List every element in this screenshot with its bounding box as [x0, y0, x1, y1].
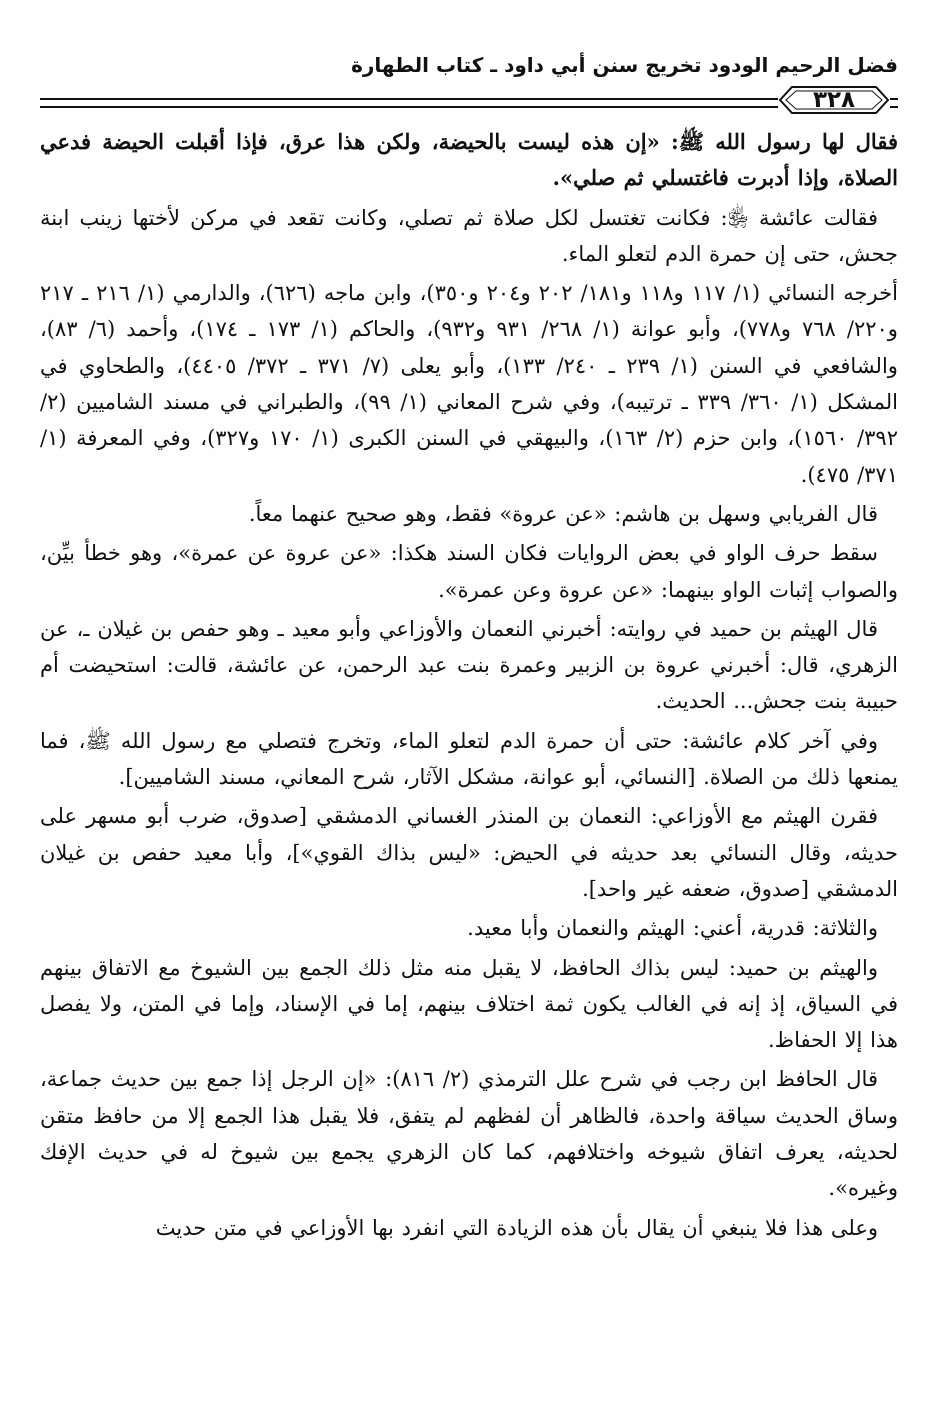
document-body [40, 124, 898, 1246]
page-number: ٣٢٨ [812, 87, 856, 113]
page-number-frame [778, 84, 890, 116]
paragraph: أخرجه النسائي (١/ ١١٧ و١١٨ و١٨١/ ٢٠٢ و٢٠٤ و٣٥٠)، وابن ماجه (٦٢٦)، والدارمي (١/ ٢١٦ ـ ٢١٧ و٢٢٠/ ٧٦٨ و٧٧٨)، وأبو عوانة (١/ ٢٦٨/ ٩٣١ و٩٣٢)، والحاكم (١/ ١٧٣ ـ ١٧٤)، وأحمد (٦/ ٨٣)، والشافعي في السنن (١/ ٢٣٩ ـ ٢٤٠/ ١٣٣)، وأبو يعلى (٧/ ٣٧١ ـ ٣٧٢/ ٤٤٠٥)، والطحاوي في المشكل (١/ ٣٦٠/ ٣٣٩ ـ ترتيبه)، وفي شرح المعاني (١/ ٩٩)، والطبراني في مسند الشاميين (٢/ ٣٩٢/ ١٥٦٠)، وابن حزم (٢/ ١٦٣)، والبيهقي في السنن الكبرى (١/ ١٧٠ و٣٢٧)، وفي المعرفة (١/ ٣٧١/ ٤٧٥). [40, 281, 898, 487]
paragraph: والهيثم بن حميد: ليس بذاك الحافظ، لا يقبل منه مثل ذلك الجمع بين الشيوخ مع الاتفاق بينهم في السياق، إذ إنه في الغالب يكون ثمة اختلاف بينهم، إما في الإسناد، وإما في المتن، ولا يفصل هذا إلا الحفاظ. [40, 955, 898, 1053]
paragraph: فقال لها رسول الله ﷺ: «إن هذه ليست بالحيضة، ولكن هذا عرق، فإذا أقبلت الحيضة فدعي الصلاة، وإذا أدبرت فاغتسلي ثم صلي». [40, 129, 898, 191]
paragraph: فقالت عائشة ﵂: فكانت تغتسل لكل صلاة ثم تصلي، وكانت تقعد في مركن لأختها زينب ابنة جحش، حتى إن حمرة الدم لتعلو الماء. [40, 205, 898, 266]
paragraph: سقط حرف الواو في بعض الروايات فكان السند هكذا: «عن عروة عن عمرة»، وهو خطأ بيِّن، والصواب إثبات الواو بينهما: «عن عروة وعن عمرة». [40, 541, 898, 602]
paragraph: قال الهيثم بن حميد في روايته: أخبرني النعمان والأوزاعي وأبو معيد ـ وهو حفص بن غيلان ـ، عن الزهري، قال: أخبرني عروة بن الزبير وعمرة بنت عبد الرحمن، عن عائشة، قالت: استحيضت أم حبيبة بنت جحش... الحديث. [40, 616, 898, 714]
double-rule-line [40, 98, 898, 108]
header-rule [40, 84, 898, 118]
header-title: فضل الرحيم الودود تخريج سنن أبي داود ـ كتاب الطهارة [351, 53, 898, 77]
paragraph: والثلاثة: قدرية، أعني: الهيثم والنعمان وأبا معيد. [467, 916, 878, 941]
document-page [40, 48, 898, 1249]
paragraph: فقرن الهيثم مع الأوزاعي: النعمان بن المنذر الغساني الدمشقي [صدوق، ضرب أبو مسهر على حديثه، وقال النسائي بعد حديثه في الحيض: «ليس بذاك القوي»]، وأبا معيد حفص بن غيلان الدمشقي [صدوق، ضعفه غير واحد]. [40, 804, 898, 901]
running-header [40, 48, 898, 82]
paragraph: قال الفريابي وسهل بن هاشم: «عن عروة» فقط، وهو صحيح عنهما معاً. [248, 501, 878, 526]
paragraph: وعلى هذا فلا ينبغي أن يقال بأن هذه الزيادة التي انفرد بها الأوزاعي في متن حديث [155, 1215, 878, 1240]
paragraph: وفي آخر كلام عائشة: حتى أن حمرة الدم لتعلو الماء، وتخرج فتصلي مع رسول الله ﷺ، فما يمنعها ذلك من الصلاة. [النسائي، أبو عوانة، مشكل الآثار، شرح المعاني، مسند الشاميين]. [40, 728, 898, 790]
paragraph: قال الحافظ ابن رجب في شرح علل الترمذي (٢/ ٨١٦): «إن الرجل إذا جمع بين حديث جماعة، وساق الحديث سياقة واحدة، فالظاهر أن لفظهم لم يتفق، فلا يقبل هذا الجمع إلا من حافظ متقن لحديثه، يعرف اتفاق شيوخه واختلافهم، كما كان الزهري يجمع بين شيوخ له في حديث الإفك وغيره». [40, 1067, 898, 1201]
